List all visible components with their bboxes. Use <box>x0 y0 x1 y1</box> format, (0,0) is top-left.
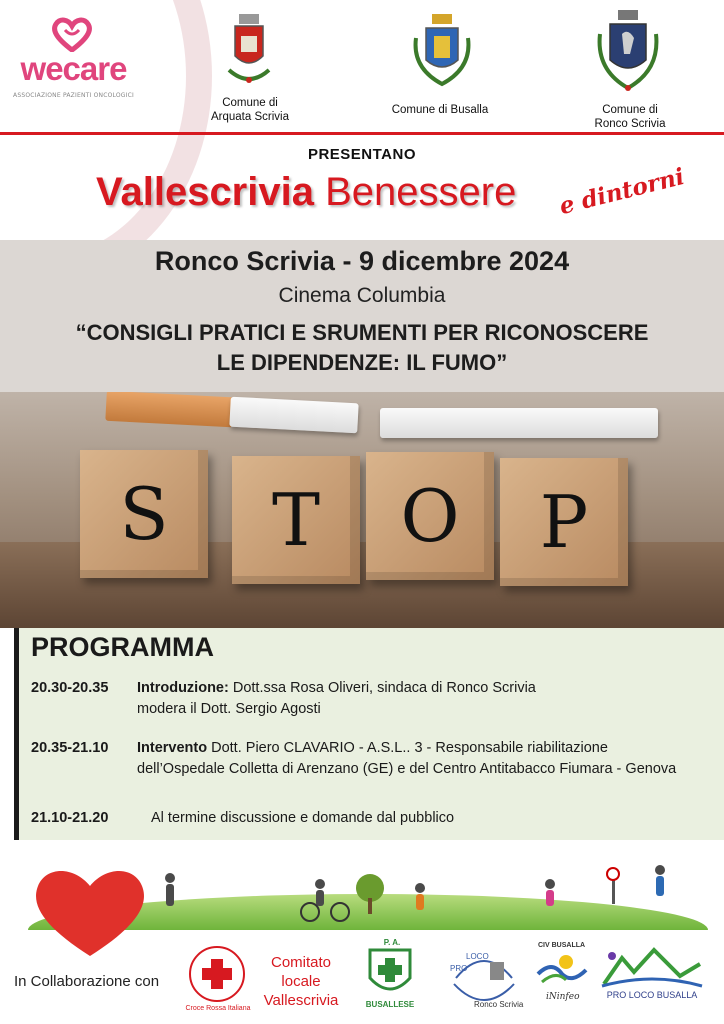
program-title: PROGRAMMA <box>31 632 214 662</box>
program-item <box>31 738 721 780</box>
cube-t: T <box>232 456 360 584</box>
arquata-crest-icon <box>221 10 277 88</box>
event-series-title <box>96 170 516 215</box>
heart-logo-icon <box>50 16 94 52</box>
civ-busalla-label: CIV BUSALLA <box>538 942 586 949</box>
logo-wordmark: wecare <box>20 50 127 87</box>
program-time: 20.35-21.10 <box>31 740 109 756</box>
civ-busalla-icon <box>536 952 588 988</box>
cigarette-filter-left <box>105 392 232 427</box>
comitato-label: Comitato locale Vallescrivia <box>263 954 339 1009</box>
arquata-label: Comune di Arquata Scrivia <box>211 97 289 123</box>
stop-smoking-photo <box>0 392 724 628</box>
program-desc: Introduzione: Dott.ssa Rosa Oliveri, sindaca di Ronco Scrivia <box>137 680 536 696</box>
program-desc: Al termine discussione e domande dal pubblico <box>151 810 455 826</box>
people-activity-icons <box>150 864 690 924</box>
program-desc: Intervento Dott. Piero CLAVARIO - A.S.L.. 3 - Responsabile riabilitazione <box>137 740 608 756</box>
program-item <box>31 678 721 720</box>
title-script: e dintorni <box>556 162 688 221</box>
presentano-label: PRESENTANO <box>307 146 417 163</box>
proloco-ronco-top: PRO <box>450 964 468 973</box>
ronco-label: Comune di Ronco Scrivia <box>594 104 666 130</box>
title-light: Benessere <box>325 170 517 214</box>
program-desc-2: modera il Dott. Sergio Agosti <box>137 701 321 717</box>
busallese-label: BUSALLESE <box>365 1000 415 1009</box>
proloco-busalla-icon <box>600 946 704 988</box>
cigarette-right <box>380 408 658 438</box>
cube-s: S <box>80 450 208 578</box>
proloco-busalla-label: PRO LOCO BUSALLA <box>606 990 698 1000</box>
wecare-logo <box>6 16 141 106</box>
busalla-crest-icon <box>410 12 474 90</box>
proloco-ronco-mid: LOCO <box>466 952 489 961</box>
red-cross-label: Croce Rossa Italiana <box>185 1005 251 1012</box>
ronco-crest-icon <box>596 8 660 94</box>
program-item <box>31 808 721 830</box>
busallese-crest-icon <box>366 944 414 1000</box>
cigarette-left <box>229 397 358 434</box>
cube-o: O <box>366 452 494 580</box>
program-section <box>14 628 724 840</box>
busalla-label: Comune di Busalla <box>391 104 489 116</box>
proloco-ronco-bottom: Ronco Scrivia <box>474 1000 524 1009</box>
event-venue: Cinema Columbia <box>278 284 446 307</box>
collaboration-label: In Collaborazione con <box>14 973 160 990</box>
logo-subtitle: ASSOCIAZIONE PAZIENTI ONCOLOGICI <box>13 92 134 99</box>
heart-icon <box>28 862 152 958</box>
cube-p: P <box>500 458 628 586</box>
program-desc-2: dell’Ospedale Colletta di Arenzano (GE) e del Centro Antitabacco Fiumara - Genova <box>137 761 677 777</box>
event-topic: “CONSIGLI PRATICI E SRUMENTI PER RICONOSCERE LE DIPENDENZE: IL FUMO” <box>75 320 649 375</box>
ninfeo-label: iNinfeo <box>546 992 580 1002</box>
program-time: 21.10-21.20 <box>31 810 109 826</box>
busallese-top-label: P. A. <box>383 938 401 947</box>
header-divider <box>0 132 724 135</box>
title-bold: Vallescrivia <box>96 170 314 214</box>
event-date: Ronco Scrivia - 9 dicembre 2024 <box>154 246 570 276</box>
red-cross-icon <box>188 945 246 1003</box>
program-time: 20.30-20.35 <box>31 680 109 696</box>
